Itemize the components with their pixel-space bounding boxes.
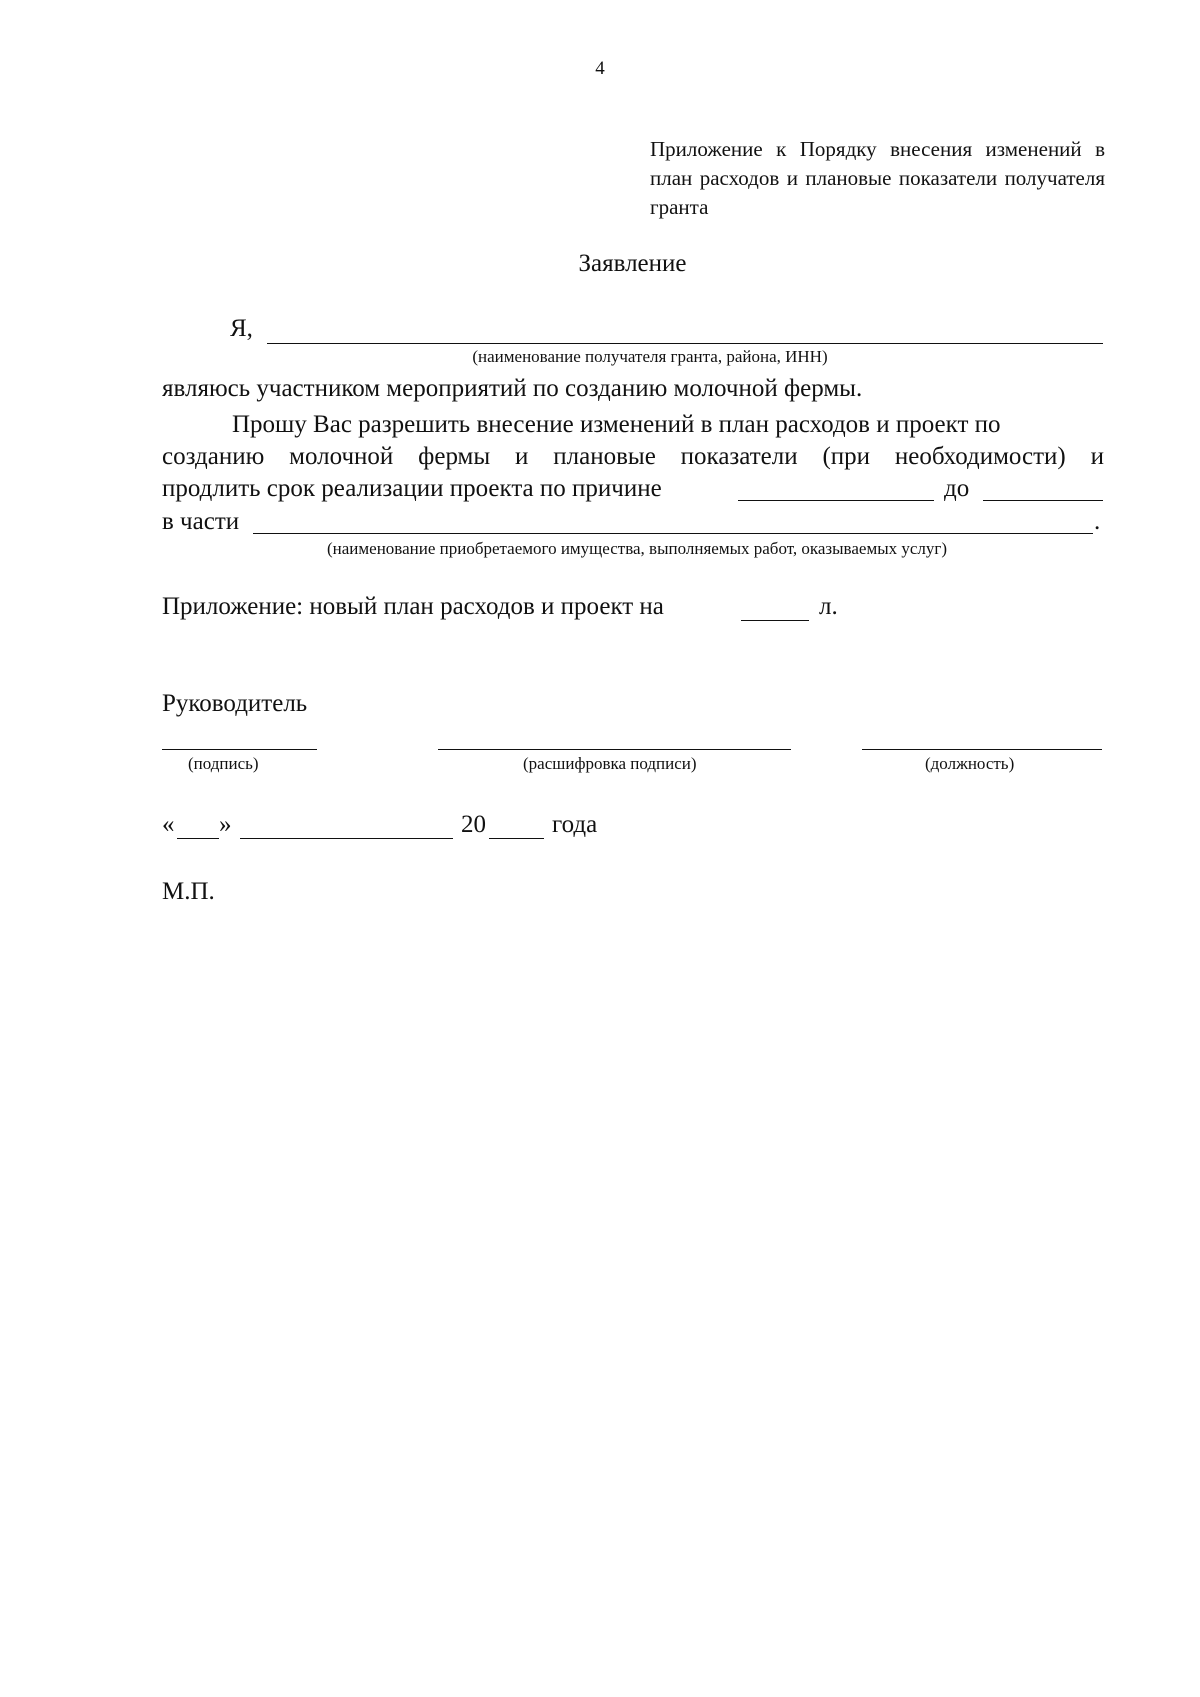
signature-field[interactable]: [162, 749, 317, 750]
page-number: 4: [595, 58, 605, 79]
signature-decoding-field[interactable]: [438, 749, 791, 750]
until-label: до: [944, 475, 970, 502]
position-field[interactable]: [862, 749, 1102, 750]
year-word: года: [552, 811, 598, 838]
attachment-suffix: л.: [819, 593, 838, 620]
caption-recipient: (наименование получателя гранта, района, ИНН): [472, 347, 828, 366]
request-line-2: созданию молочной фермы и плановые показатели (при необходимости) и: [162, 443, 1104, 470]
head-label: Руководитель: [162, 690, 308, 717]
date-close-quote: »: [219, 811, 232, 838]
document-title: Заявление: [578, 250, 687, 277]
extension-date-field[interactable]: [983, 500, 1103, 501]
recipient-name-field[interactable]: [267, 343, 1103, 344]
year-field[interactable]: [489, 838, 544, 839]
month-field[interactable]: [240, 838, 453, 839]
date-century: 20: [461, 811, 486, 838]
participant-text: являюсь участником мероприятий по созданию молочной фермы.: [162, 375, 863, 402]
attachment-text: Приложение: новый план расходов и проект на: [162, 593, 664, 620]
date-open-quote: «: [162, 811, 175, 838]
caption-decoding: (расшифровка подписи): [523, 754, 697, 773]
attachment-pages-field[interactable]: [741, 620, 809, 621]
caption-position: (должность): [925, 754, 1015, 773]
ya-label: Я,: [230, 315, 253, 342]
request-line-1: Прошу Вас разрешить внесение изменений в план расходов и проект по: [232, 411, 1001, 438]
reason-field[interactable]: [738, 500, 934, 501]
caption-signature: (подпись): [188, 754, 259, 773]
property-field[interactable]: [253, 533, 1093, 534]
line-end-period: .: [1094, 508, 1101, 535]
request-line-3: продлить срок реализации проекта по причине: [162, 475, 662, 502]
appendix-note: Приложение к Порядку внесения изменений в план расходов и плановые показатели получателя гранта: [650, 137, 1105, 219]
day-field[interactable]: [177, 838, 219, 839]
request-line-4: в части: [162, 508, 240, 535]
caption-property: (наименование приобретаемого имущества, выполняемых работ, оказываемых услуг): [327, 539, 948, 558]
stamp-label: М.П.: [162, 878, 215, 905]
